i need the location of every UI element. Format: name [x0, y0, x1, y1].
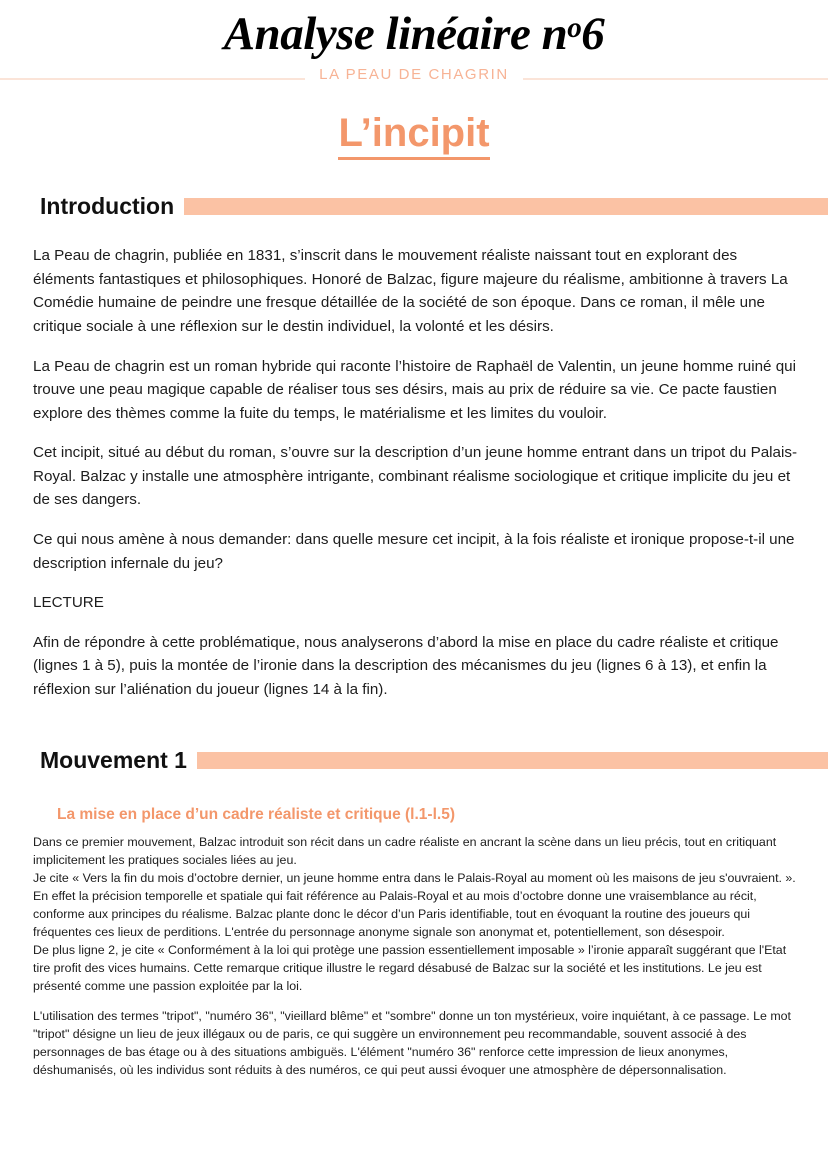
intro-paragraph-2: La Peau de chagrin est un roman hybride qui raconte l’histoire de Raphaël de Valentin, un jeune homme ruiné qui trouve une peau magique capable de réaliser tous ses désirs, mais au prix de réduire sa vie. Ce pacte faustien explore des thèmes comme la fuite du temps, le matérialisme et les limites du vouloir. — [33, 357, 796, 422]
series-subtitle: LA PEAU DE CHAGRIN — [305, 66, 523, 83]
title-ordinal-marker: o — [567, 11, 582, 44]
page-title — [0, 10, 828, 59]
spacer-before-mouvement-1-subtitle — [0, 774, 828, 806]
spacer-before-mouvement-1 — [0, 717, 828, 747]
mouvement-1-paragraph-3: De plus ligne 2, je cite « Conformément à la loi qui protège une passion essentiellement imposable » l’ironie apparaît suggérant que l'Etat tire profit des vices humains. Cette remarque critique illustre le regard désabusé de Balzac sur la société et les institutions. Le jeu est présenté comme une passion exploitée par la loi. — [33, 943, 787, 994]
intro-paragraph-1: La Peau de chagrin, publiée en 1831, s’inscrit dans le mouvement réaliste naissant tout en explorant des éléments fantastiques et philosophiques. Honoré de Balzac, figure majeure du réalisme, ambitionne à travers La Comédie humaine de peindre une fresque détaillée de la société de son époque. Dans ce roman, il mêle une critique sociale à une réflexion sur le destin individuel, la volonté et les désirs. — [33, 247, 788, 336]
mouvement-1-heading-row — [0, 747, 828, 774]
mouvement-1-body — [0, 806, 828, 1080]
section-title-incipit: L’incipit — [338, 111, 489, 160]
mouvement-1-heading-bar — [197, 752, 828, 769]
intro-problematique: Ce qui nous amène à nous demander: dans quelle mesure cet incipit, à la fois réaliste et ironique propose-t-il une description infernale du jeu? — [33, 530, 795, 572]
mouvement-1-subtitle: La mise en place d’un cadre réaliste et critique (l.1-l.5) — [57, 806, 455, 824]
introduction-heading-label: Introduction — [40, 193, 175, 220]
document-header — [0, 0, 828, 160]
mouvement-1-paragraph-2: Je cite « Vers la fin du mois d’octobre dernier, un jeune homme entra dans le Palais-Royal au moment où les maisons de jeu s'ouvraient. ». En effet la précision temporelle et spatiale qui fait référence au Palais-Royal et au mois d’octobre donne une vraisemblance au récit, conforme aux principes du réalisme. Balzac plante donc le décor d’un Paris identifiable, tout en évoquant la routine des joueurs qui fréquentes ces lieux de perditions. L'entrée du personnage anonyme signale son anonymat et, potentiellement, son désespoir. — [33, 871, 796, 940]
intro-lecture-marker: LECTURE — [33, 594, 104, 612]
spacer-before-introduction — [0, 160, 828, 193]
mouvement-1-paragraph-1: Dans ce premier mouvement, Balzac introduit son récit dans un cadre réaliste en ancrant la scène dans un lieu précis, tout en critiquant implicitement les pratiques sociales liées au jeu. — [33, 835, 777, 868]
intro-annonce-plan: Afin de répondre à cette problématique, nous analyserons d’abord la mise en place du cadre réaliste et critique (lignes 1 à 5), puis la montée de l’ironie dans la description des mécanismes du jeu (lignes 6 à 13), et enfin la réflexion sur l’aliénation du joueur (lignes 14 à la fin). — [33, 633, 779, 698]
mouvement-1-analysis — [33, 834, 800, 1080]
introduction-heading-bar — [184, 198, 828, 215]
intro-paragraph-3: Cet incipit, situé au début du roman, s’ouvre sur la description d’un jeune homme entrant dans un tripot du Palais-Royal. Balzac y installe une atmosphère intrigante, combinant réalisme sociologique et critique implicite du jeu et de ses dangers. — [33, 444, 798, 509]
series-subtitle-row — [0, 67, 828, 89]
introduction-body — [0, 244, 828, 701]
mouvement-1-paragraph-4: L'utilisation des termes "tripot", "numéro 36", "vieillard blême" et "sombre" donne un ton mystérieux, voire inquiétant, à ce passage. Le mot "tripot" désigne un lieu de jeux illégaux ou de paris, ce qui suggère un environnement peu recommandable, souvent associé à des personnages de bas étage ou à des situations ambiguës. L'élément "numéro 36" renforce cette impression de lieux anonymes, déshumanisés, où les individus sont réduits à des numéros, ce qui peut aussi évoquer une atmosphère de dépersonnalisation. — [33, 1009, 791, 1078]
title-main-text: Analyse linéaire n — [223, 8, 568, 60]
section-title-wrap — [0, 111, 828, 160]
introduction-heading-row — [0, 193, 828, 220]
title-number: 6 — [581, 8, 605, 60]
mouvement-1-heading-label: Mouvement 1 — [40, 747, 187, 774]
